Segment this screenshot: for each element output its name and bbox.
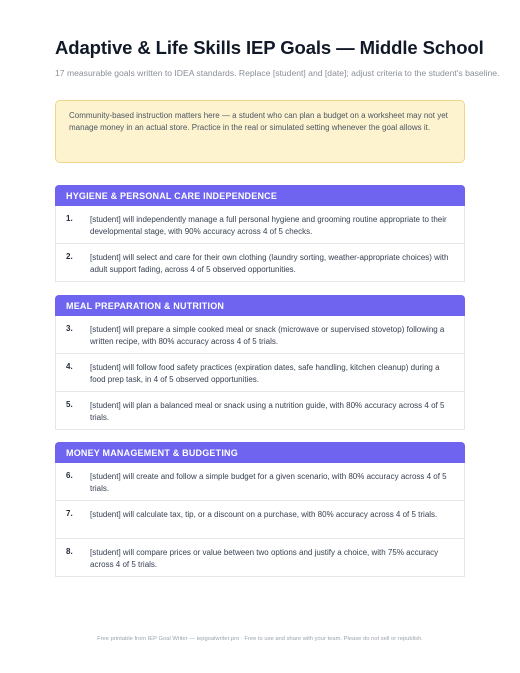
goal-text: [student] will calculate tax, tip, or a discount on a purchase, with 80% accuracy across 4 of 5 trials.: [90, 510, 438, 519]
goal-text: [student] will independently manage a full personal hygiene and grooming routine appropriate to their developmental stage, with 90% accuracy across 4 of 5 checks.: [90, 215, 447, 237]
goal-item: [55, 392, 465, 430]
goal-text: [student] will create and follow a simple budget for a given scenario, with 80% accuracy across 4 of 5 trials.: [90, 472, 447, 494]
goal-number: 7.: [66, 509, 73, 518]
goal-text: [student] will prepare a simple cooked meal or snack (microwave or supervised stovetop) following a written recipe, with 80% accuracy across 4 of 5 trials.: [90, 325, 445, 347]
page-subtitle: 17 measurable goals written to IDEA standards. Replace [student] and [date]; adjust criteria to the student's baseline.: [55, 68, 500, 78]
goal-number: 4.: [66, 362, 73, 371]
page-title: Adaptive & Life Skills IEP Goals — Middle School: [55, 37, 484, 58]
goal-item: [55, 501, 465, 539]
goal-item: [55, 244, 465, 282]
goal-item: [55, 354, 465, 392]
tip-callout: Community-based instruction matters here — a student who can plan a budget on a worksheet may not yet manage money in an actual store. Practice in the real or simulated setting whenever the goal allows it.: [55, 100, 465, 163]
page-footer: Free printable from IEP Goal Writer — iepgoalwriter.pro · Free to use and share with your team. Please do not sell or republish.: [97, 636, 423, 642]
goal-number: 3.: [66, 324, 73, 333]
section-header-meal: MEAL PREPARATION & NUTRITION: [55, 295, 465, 316]
goal-number: 2.: [66, 252, 73, 261]
goal-text: [student] will select and care for their own clothing (laundry sorting, weather-appropriate choices) with adult support fading, across 4 of 5 observed opportunities.: [90, 253, 449, 275]
goal-number: 8.: [66, 547, 73, 556]
goal-text: [student] will follow food safety practices (expiration dates, safe handling, kitchen cleanup) during a food prep task, in 4 of 5 observed opportunities.: [90, 363, 440, 385]
goal-item: [55, 316, 465, 354]
goal-item: [55, 539, 465, 577]
section-header-hygiene: HYGIENE & PERSONAL CARE INDEPENDENCE: [55, 185, 465, 206]
goal-item: [55, 463, 465, 501]
goal-number: 1.: [66, 214, 73, 223]
section-header-money: MONEY MANAGEMENT & BUDGETING: [55, 442, 465, 463]
goal-number: 5.: [66, 400, 73, 409]
goal-text: [student] will compare prices or value between two options and justify a choice, with 75% accuracy across 4 of 5 trials.: [90, 548, 439, 570]
goal-number: 6.: [66, 471, 73, 480]
goal-text: [student] will plan a balanced meal or snack using a nutrition guide, with 80% accuracy across 4 of 5 trials.: [90, 401, 445, 423]
goal-item: [55, 206, 465, 244]
